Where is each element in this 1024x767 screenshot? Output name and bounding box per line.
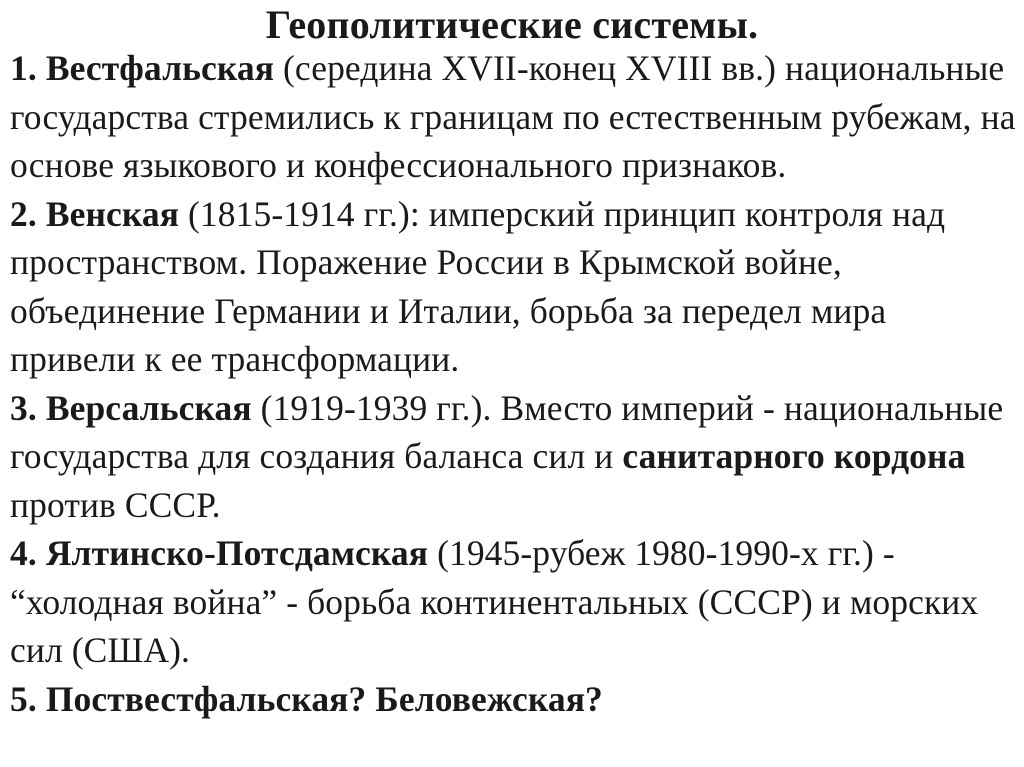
item-description: “холодная война” - борьба континентальных (СССР) и морских сил (США).: [10, 581, 979, 670]
item-number: 5.: [10, 678, 37, 719]
item-period: (1815-1914 гг.):: [188, 193, 420, 234]
item-description: Вместо империй - национальные государства для создания баланса сил и: [10, 387, 1004, 476]
item-post-westphalian: [10, 675, 1020, 724]
item-description: национальные государства стремились к границам по естественным рубежам, на основе языкового и конфессионального признаков.: [10, 48, 1016, 185]
item-vienna: [10, 190, 1020, 384]
item-name: Венская: [45, 193, 180, 234]
slide-content: [10, 44, 1020, 723]
item-period: (середина XVII-конец XVIII вв.): [283, 48, 777, 88]
item-number: 2.: [10, 193, 37, 234]
slide-title: Геополитические системы.: [265, 2, 759, 47]
item-period: (1919-1939 гг.).: [260, 387, 492, 428]
item-name: Версальская: [45, 387, 252, 428]
item-description-tail: против СССР.: [10, 484, 221, 525]
item-number: 1.: [10, 48, 37, 88]
item-yalta-potsdam: [10, 529, 1020, 675]
item-number: 4.: [10, 533, 37, 573]
item-name: Вестфальская: [45, 48, 275, 88]
item-highlight: санитарного кордона: [622, 436, 966, 476]
item-description: имперский принцип контроля над пространством. Поражение России в Крымской войне, объединение Германии и Италии, борьба за передел мира привели к ее трансформации.: [10, 193, 946, 379]
item-period: (1945-рубеж 1980-1990-х гг.) -: [437, 533, 895, 573]
item-name: Поствестфальская? Беловежская?: [45, 678, 603, 719]
item-number: 3.: [10, 387, 37, 428]
item-versailles: [10, 384, 1020, 530]
item-name: Ялтинско-Потсдамская: [45, 533, 429, 573]
item-westphalian: [10, 44, 1020, 190]
